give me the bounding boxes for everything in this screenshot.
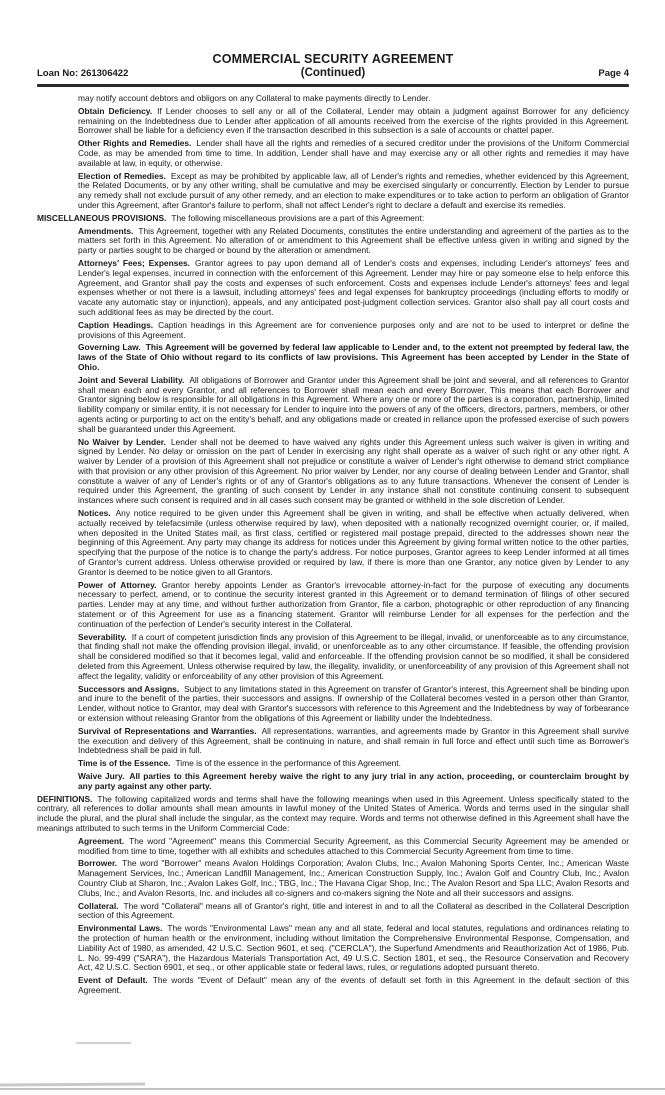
- paragraph-text: Grantor hereby appoints Lender as Grantor's irrevocable attorney-in-fact for the purpose of executing any documents necessary to perfect, amend, or to continue the security interest granted in this Agreement or to demand termination of filings of other secured parties. Lender may at any time, and without further authorization from Grantor, file a carbon, photographic or other reproduction of any financing statement or of this Agreement for use as a financing statement. Grantor will reimburse Lender for all expenses for the perfection and the continuation of the perfection of Lender's security interest in the Collateral.: [78, 579, 629, 629]
- paragraph-lead: DEFINITIONS.: [37, 793, 93, 804]
- paragraph-lead: Borrower.: [78, 858, 118, 869]
- paragraph-text: Grantor agrees to pay upon demand all of Lender's costs and expenses, including Lender's attorneys' fees and Lender's legal expenses, incurred in connection with the enforcement of this Agreement. Lender may hire or pay someone else to help enforce this Agreement, and Grantor shall pay the costs and expenses of such enforcement. Costs and expenses include Lender's attorneys' fees and legal expenses whether or not there is a lawsuit, including attorneys' fees and legal expenses for bankruptcy proceedings (including efforts to modify or vacate any automatic stay or injunction), appeals, and any anticipated post-judgment collection services. Grantor also shall pay all court costs and such additional fees as may be directed by the court.: [78, 257, 629, 317]
- paragraph: [78, 107, 629, 136]
- paragraph: [78, 172, 629, 211]
- paragraph: [78, 376, 629, 435]
- paragraph-lead: Joint and Several Liability.: [78, 374, 185, 385]
- paragraph: [78, 727, 629, 756]
- paragraph: [78, 438, 629, 507]
- paragraph-lead: Severability.: [78, 631, 127, 642]
- paragraph-lead: Survival of Representations and Warranties.: [78, 725, 257, 736]
- paragraph-lead: Collateral.: [78, 900, 119, 911]
- paragraph-lead: Environmental Laws.: [78, 923, 163, 934]
- paragraph-text: Except as may be prohibited by applicable law, all of Lender's rights and remedies, whether evidenced by this Agreement, the Related Documents, or by any other writing, shall be cumulative and may be exercised singularly or concurrently. Election by Lender to pursue any remedy shall not exclude pursuit of any other remedy, and an election to make expenditures or to take action to perform an obligation of Grantor under this Agreement, after Grantor's failure to perform, shall not affect Lender's right to declare a default and exercise its remedies.: [78, 170, 629, 210]
- scan-artifact-bottom-edge: [0, 1088, 665, 1090]
- paragraph: [78, 581, 629, 630]
- paragraph: [78, 976, 629, 996]
- paragraph: [78, 259, 629, 318]
- paragraph-lead: Successors and Assigns.: [78, 683, 180, 694]
- document-subtitle: (Continued): [300, 67, 366, 79]
- page-number: Page 4: [598, 68, 629, 79]
- paragraph: [78, 837, 629, 857]
- paragraph-text: The words "Event of Default" mean any of the events of default set forth in this Agreement in the default section of this Agreement.: [78, 975, 630, 995]
- paragraph-text: may notify account debtors and obligors on any Collateral to make payments directly to Lender.: [78, 93, 431, 103]
- paragraph: [78, 859, 629, 898]
- document-title: COMMERCIAL SECURITY AGREEMENT: [212, 52, 454, 66]
- paragraph-text: If Lender chooses to sell any or all of the Collateral, Lender may obtain a judgment against Borrower for any deficiency remaining on the Indebtedness due to Lender after application of all amounts received from the exercise of the rights provided in this Agreement. Borrower shall be liable for a deficiency even if the transaction described in this subsection is a sale of accounts or chattel paper.: [78, 105, 629, 136]
- paragraph: [78, 321, 629, 341]
- paragraph: [78, 139, 629, 168]
- paragraph-text: Lender shall have all the rights and remedies of a secured creditor under the provisions of the Uniform Commercial Code, as may be amended from time to time. In addition, Lender shall have and may exercise any or all other rights and remedies it may have available at law, in equity, or otherwise.: [78, 138, 629, 168]
- header-rule: [37, 84, 629, 87]
- paragraph-lead: Agreement.: [78, 835, 125, 846]
- paragraph: [37, 795, 629, 834]
- paragraph-text: All representations, warranties, and agreements made by Grantor in this Agreement shall survive the execution and delivery of this Agreement, shall be continuing in nature, and shall remain in full force and effect until such time as Borrower's Indebtedness shall be paid in full.: [78, 725, 629, 756]
- paragraph: [78, 924, 629, 973]
- paragraph-lead: Event of Default.: [78, 975, 148, 986]
- paragraph-text: The words "Environmental Laws" mean any and all state, federal and local statutes, regulations and ordinances relating to the protection of human health or the environment, including without limitation the Comprehensive Environmental Response, Compensation, and Liability Act of 1980, as amended, 42 U.S.C. Section 9601, et seq. ("CERCLA"), the Superfund Amendments and Reauthorization Act of 1986, Pub. L. No. 99-499 ("SARA"), the Hazardous Materials Transportation Act, 49 U.S.C. Section 1801, et seq., the Resource Conservation and Recovery Act, 42 U.S.C. Section 6901, et seq., or other applicable state or federal laws, rules, or regulations adopted pursuant thereto.: [78, 923, 629, 973]
- title-block: [207, 52, 459, 79]
- page-header: [0, 0, 665, 79]
- paragraph: [78, 759, 629, 769]
- paragraph-lead: Caption Headings.: [78, 319, 154, 330]
- paragraph-text: This Agreement, together with any Related Documents, constitutes the entire understanding and agreement of the parties as to the matters set forth in this Agreement. No alteration of or amendment to this Agreement shall be effective unless given in writing and signed by the party or parties sought to be charged or bound by the alteration or amendment.: [78, 225, 629, 256]
- paragraph-lead: Governing Law.: [78, 342, 141, 353]
- paragraph: [78, 633, 629, 682]
- paragraph-text: The word "Agreement" means this Commercial Security Agreement, as this Commercial Security Agreement may be amended or modified from time to time, together with all exhibits and schedules attached to this Commercial Security Agreement from time to time.: [78, 835, 629, 856]
- paragraph-lead: Notices.: [78, 508, 111, 519]
- paragraph: [78, 509, 629, 578]
- paragraph-text: Lender shall not be deemed to have waived any rights under this Agreement unless such waiver is given in writing and signed by Lender. No delay or omission on the part of Lender in exercising any right shall operate as a waiver of such right or any other right. A waiver by Lender of a provision of this Agreement shall not prejudice or constitute a waiver of Lender's right otherwise to demand strict compliance with that provision or any other provision of this Agreement. No prior waiver by Lender, nor any course of dealing between Lender and Grantor, shall constitute a waiver of any of Lender's rights or of any of Grantor's obligations as to any future transactions. Whenever the consent of Lender is required under this Agreement, the granting of such consent by Lender in any instance shall not constitute continuing consent to subsequent instances where such consent is required and in all cases such consent may be granted or withheld in the sole discretion of Lender.: [78, 436, 629, 506]
- paragraph-lead: Other Rights and Remedies.: [78, 138, 192, 149]
- paragraph-lead: Obtain Deficiency.: [78, 105, 153, 116]
- paragraph-text: Caption headings in this Agreement are for convenience purposes only and are not to be used to interpret or define the provisions of this Agreement.: [78, 319, 629, 340]
- paragraph-lead: Election of Remedies.: [78, 170, 166, 181]
- paragraph-lead: Time is of the Essence.: [78, 758, 171, 769]
- paragraph-text: If a court of competent jurisdiction finds any provision of this Agreement to be illegal, invalid, or unenforceable as to any circumstance, that finding shall not make the offending provision illegal, invalid, or unenforceable as to any other circumstance. If feasible, the offending provision shall be considered modified so that it becomes legal, valid and enforceable. If the offending provision cannot be so modified, it shall be considered deleted from this Agreement. Unless otherwise required by law, the illegality, invalidity, or unenforceability of any provision of this Agreement shall not affect the legality, validity or enforceability of any other provision of this Agreement.: [78, 631, 629, 681]
- scan-artifact-edge-left: [0, 1082, 145, 1086]
- paragraph-text: The following miscellaneous provisions are a part of this Agreement:: [171, 212, 425, 223]
- paragraph-lead: Attorneys' Fees; Expenses.: [78, 257, 191, 268]
- document-body: [37, 94, 629, 996]
- paragraph: [78, 902, 629, 922]
- paragraph-lead: No Waiver by Lender.: [78, 436, 166, 447]
- paragraph-text: Time is of the essence in the performance of this Agreement.: [175, 758, 401, 769]
- paragraph-text: Any notice required to be given under this Agreement shall be given in writing, and shall be effective when actually delivered, when actually received by telefacsimile (unless otherwise required by law), when deposited with a nationally recognized overnight courier, or, if mailed, when deposited in the United States mail, as first class, certified or registered mail postage prepaid, directed to the addresses shown near the beginning of this Agreement. Any party may change its address for notices under this Agreement by giving formal written notice to the other parties, specifying that the purpose of the notice is to change the party's address. For notice purposes, Grantor agrees to keep Lender informed at all times of Grantor's current address. Unless otherwise provided or required by law, if there is more than one Grantor, any notice given by Lender to any Grantor is deemed to be notice given to all Grantors.: [78, 508, 629, 577]
- paragraph-text: Subject to any limitations stated in this Agreement on transfer of Grantor's interest, this Agreement shall be binding upon and inure to the benefit of the parties, their successors and assigns. If ownership of the Collateral becomes vested in a person other than Grantor, Lender, without notice to Grantor, may deal with Grantor's successors with reference to this Agreement and the Indebtedness by way of forbearance or extension without releasing Grantor from the obligations of this Agreement or liability under the Indebtedness.: [78, 683, 629, 724]
- paragraph-lead: Amendments.: [78, 225, 134, 236]
- scan-artifact-smudge: [76, 1042, 131, 1044]
- paragraph: [78, 772, 629, 792]
- paragraph: [78, 94, 629, 104]
- loan-number: Loan No: 261306422: [37, 68, 129, 79]
- paragraph: [78, 685, 629, 724]
- paragraph: [78, 227, 629, 256]
- paragraph-text: The word "Borrower" means Avalon Holdings Corporation; Avalon Clubs, Inc.; Avalon Mahoning Sports Center, Inc.; American Waste Management Services, Inc.; American Landfill Management, Inc.; American Construction Supply, Inc.; Avalon Golf and Country Club, Inc.; Avalon Country Club at Sharon, Inc.; Avalon Lakes Golf, Inc.; TBG, Inc.; The Havana Cigar Shop, Inc.; The Avalon Resort and Spa LLC; Avalon Resorts and Clubs, Inc.; and Avalon Resorts, Inc. and includes all co-signers and co-makers signing the Note and all their successors and assigns.: [78, 858, 629, 898]
- paragraph-text: All parties to this Agreement hereby waive the right to any jury trial in any action, proceeding, or counterclaim brought by any party against any other party.: [78, 771, 629, 791]
- paragraph-lead: Power of Attorney.: [78, 579, 157, 590]
- paragraph-lead: Waive Jury.: [78, 771, 125, 781]
- paragraph-lead: MISCELLANEOUS PROVISIONS.: [37, 212, 167, 223]
- paragraph-text: All obligations of Borrower and Grantor under this Agreement shall be joint and several, and all references to Grantor shall mean each and every Grantor, and all references to Borrower shall mean each and every Borrower. This means that each Borrower and Grantor signing below is responsible for all obligations in this Agreement. Where any one or more of the parties is a corporation, partnership, limited liability company or similar entity, it is not necessary for Lender to inquire into the powers of any of the officers, directors, partners, members, or other agents acting or purporting to act on the entity's behalf, and any obligations made or created in reliance upon the professed exercise of such powers shall be guaranteed under this Agreement.: [78, 374, 630, 434]
- paragraph-text: The word "Collateral" means all of Grantor's right, title and interest in and to all the Collateral as described in the Collateral Description section of this Agreement.: [78, 900, 629, 921]
- paragraph-text: This Agreement will be governed by federal law applicable to Lender and, to the extent not preempted by federal law, the laws of the State of Ohio without regard to its conflicts of law provisions. This Agreement has been accepted by Lender in the State of Ohio.: [78, 342, 629, 372]
- paragraph-text: The following capitalized words and terms shall have the following meanings when used in this Agreement. Unless specifically stated to the contrary, all references to dollar amounts shall mean amounts in lawful money of the United States of America. Words and terms used in the singular shall include the plural, and the plural shall include the singular, as the context may require. Words and terms not otherwise defined in this Agreement shall have the meanings attributed to such terms in the Uniform Commercial Code:: [37, 793, 629, 833]
- paragraph: [78, 343, 629, 372]
- paragraph: [37, 214, 629, 224]
